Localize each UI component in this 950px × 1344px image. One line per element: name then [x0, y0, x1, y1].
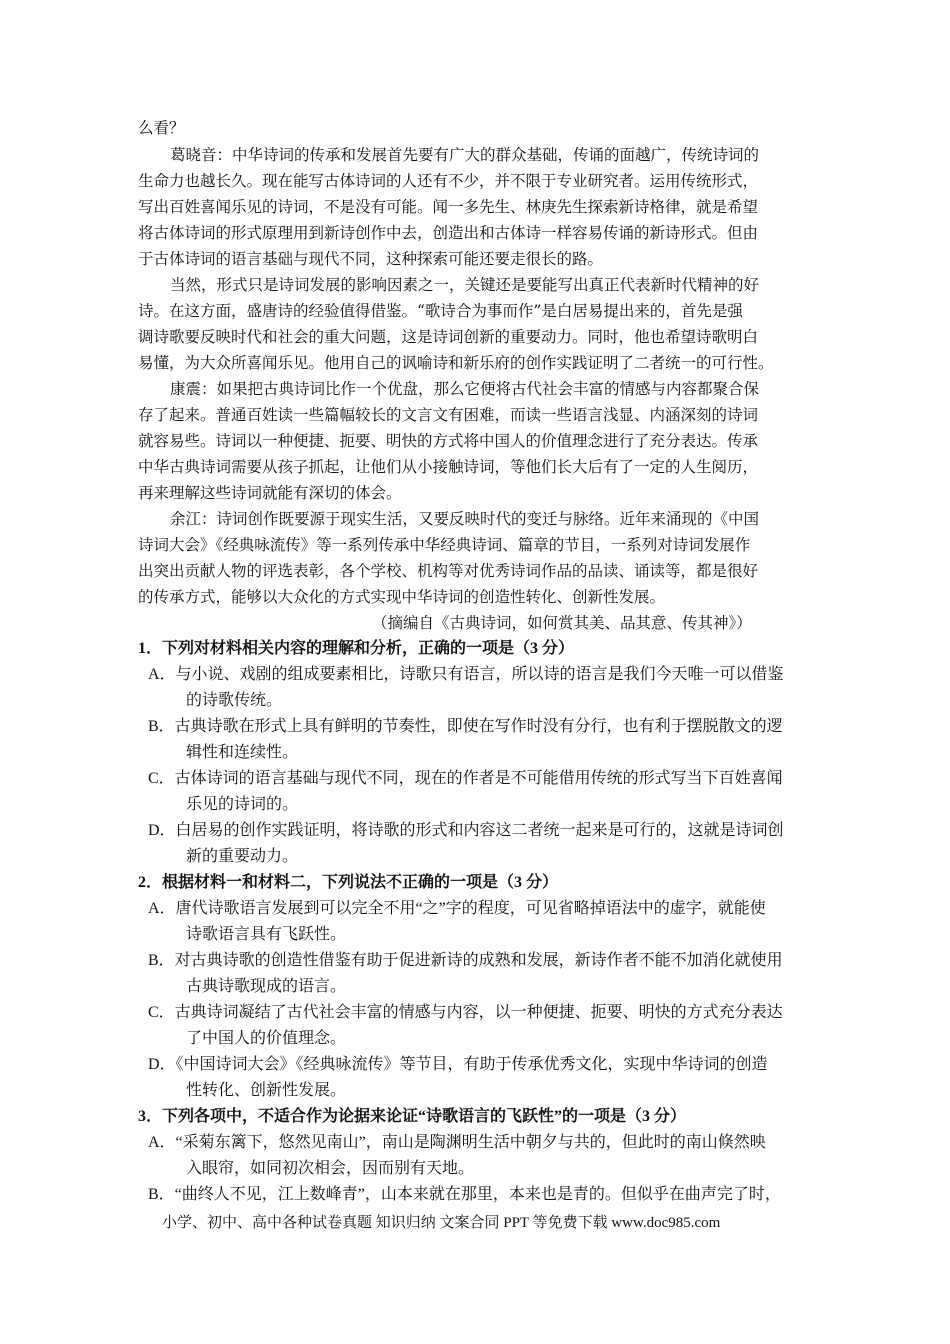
question-3-option-a: A．“采菊东篱下，悠然见南山”，南山是陶渊明生活中朝夕与共的，但此时的南山倏然映 [148, 1134, 766, 1151]
question-1-option-a-cont: 的诗歌传统。 [186, 692, 283, 709]
question-2-option-c: C．古典诗词凝结了古代社会丰富的情感与内容，以一种便捷、扼要、明快的方式充分表达 [148, 1004, 783, 1021]
passage-line: 葛晓音：中华诗词的传承和发展首先要有广大的群众基础，传诵的面越广，传统诗词的 [170, 146, 760, 164]
question-1-option-a: A．与小说、戏剧的组成要素相比，诗歌只有语言，所以诗的语言是我们今天唯一可以借鉴 [148, 666, 784, 683]
passage-line: 的传承方式，能够以大众化的方式实现中华诗词的创造性转化、创新性发展。 [138, 588, 666, 606]
question-3-option-b: B．“曲终人不见，江上数峰青”，山本来就在那里，本来也是青的。但似乎在曲声完了时， [148, 1186, 781, 1203]
question-3-option-a-cont: 入眼帘，如同初次相会，因而别有天地。 [186, 1160, 475, 1177]
question-2-option-d: D．《中国诗词大会》《经典咏流传》等节目，有助于传承优秀文化，实现中华诗词的创造 [148, 1056, 768, 1073]
question-2-option-a: A．唐代诗歌语言发展到可以完全不用“之”字的程度，可见省略掉语法中的虚字，就能使 [148, 900, 766, 917]
passage-line: 诗词大会》《经典咏流传》等一系列传承中华经典诗词、篇章的节目，一系列对诗词发展作 [138, 536, 751, 554]
passage-line: 调诗歌要反映时代和社会的重大问题，这是诗词创新的重要动力。同时，他也希望诗歌明白 [138, 328, 759, 346]
passage-line: 将古体诗词的形式原理用到新诗创作中去，创造出和古体诗一样容易传诵的新诗形式。但由 [138, 224, 759, 242]
passage-line: 生命力也越长久。现在能写古体诗词的人还有不少，并不限于专业研究者。运用传统形式， [138, 172, 759, 190]
passage-line: 写出百姓喜闻乐见的诗词，不是没有可能。闻一多先生、林庚先生探索新诗格律，就是希望 [138, 198, 759, 216]
question-3-stem: 3．下列各项中，不适合作为论据来论证“诗歌语言的飞跃性”的一项是（3 分） [138, 1108, 687, 1125]
question-1-option-c-cont: 乐见的诗词的。 [186, 796, 299, 813]
question-2-option-a-cont: 诗歌语言具有飞跃性。 [186, 926, 347, 943]
question-1-option-b-cont: 辑性和连续性。 [186, 744, 299, 761]
passage-line: 余江：诗词创作既要源于现实生活，又要反映时代的变迁与脉络。近年来涌现的《中国 [170, 510, 760, 528]
question-2-option-c-cont: 了中国人的价值理念。 [186, 1030, 347, 1047]
question-2-stem: 2．根据材料一和材料二，下列说法不正确的一项是（3 分） [138, 874, 559, 891]
question-1-stem: 1．下列对材料相关内容的理解和分析，正确的一项是（3 分） [138, 640, 575, 657]
question-2-option-d-cont: 性转化、创新性发展。 [186, 1082, 347, 1099]
question-1-option-d: D．白居易的创作实践证明，将诗歌的形式和内容这二者统一起来是可行的，这就是诗词创 [148, 822, 784, 839]
passage-line: 就容易些。诗词以一种便捷、扼要、明快的方式将中国人的价值理念进行了充分表达。传承 [138, 432, 759, 450]
question-1-option-d-cont: 新的重要动力。 [186, 848, 299, 865]
question-1-option-b: B．古典诗歌在形式上具有鲜明的节奏性，即使在写作时没有分行，也有利于摆脱散文的逻 [148, 718, 783, 735]
source-citation: （摘编自《古典诗词，如何赏其美、品其意、传其神》） [372, 614, 752, 632]
passage-line: 么看？ [138, 119, 185, 137]
question-1-option-c: C．古体诗词的语言基础与现代不同，现在的作者是不可能借用传统的形式写当下百姓喜闻 [148, 770, 783, 787]
question-2-option-b: B．对古典诗歌的创造性借鉴有助于促进新诗的成熟和发展，新诗作者不能不加消化就使用 [148, 952, 783, 969]
passage-line: 康震：如果把古典诗词比作一个优盘，那么它便将古代社会丰富的情感与内容都聚合保 [170, 380, 760, 398]
passage-line: 易懂，为大众所喜闻乐见。他用自己的讽喻诗和新乐府的创作实践证明了二者统一的可行性。 [138, 354, 774, 372]
passage-line: 于古体诗词的语言基础与现代不同，这种探索可能还要走很长的路。 [138, 250, 604, 268]
passage-line: 中华古典诗词需要从孩子抓起，让他们从小接触诗词，等他们长大后有了一定的人生阅历， [138, 458, 759, 476]
passage-line: 当然，形式只是诗词发展的影响因素之一，关键还是要能写出真正代表新时代精神的好 [170, 276, 760, 294]
passage-line: 诗。在这方面，盛唐诗的经验值得借鉴。“歌诗合为事而作”是白居易提出来的，首先是强 [138, 302, 743, 320]
passage-line: 存了起来。普通百姓读一些篇幅较长的文言文有困难，而读一些语言浅显、内涵深刻的诗词 [138, 406, 759, 424]
passage-line: 再来理解这些诗词就能有深切的体会。 [138, 484, 402, 502]
page-footer: 小学、初中、高中各种试卷真题 知识归纳 文案合同 PPT 等免费下载 www.doc985.com [162, 1215, 721, 1231]
passage-line: 出突出贡献人物的评选表彰，各个学校、机构等对优秀诗词作品的品读、诵读等，都是很好 [138, 562, 759, 580]
question-2-option-b-cont: 古典诗歌现成的语言。 [186, 978, 347, 995]
